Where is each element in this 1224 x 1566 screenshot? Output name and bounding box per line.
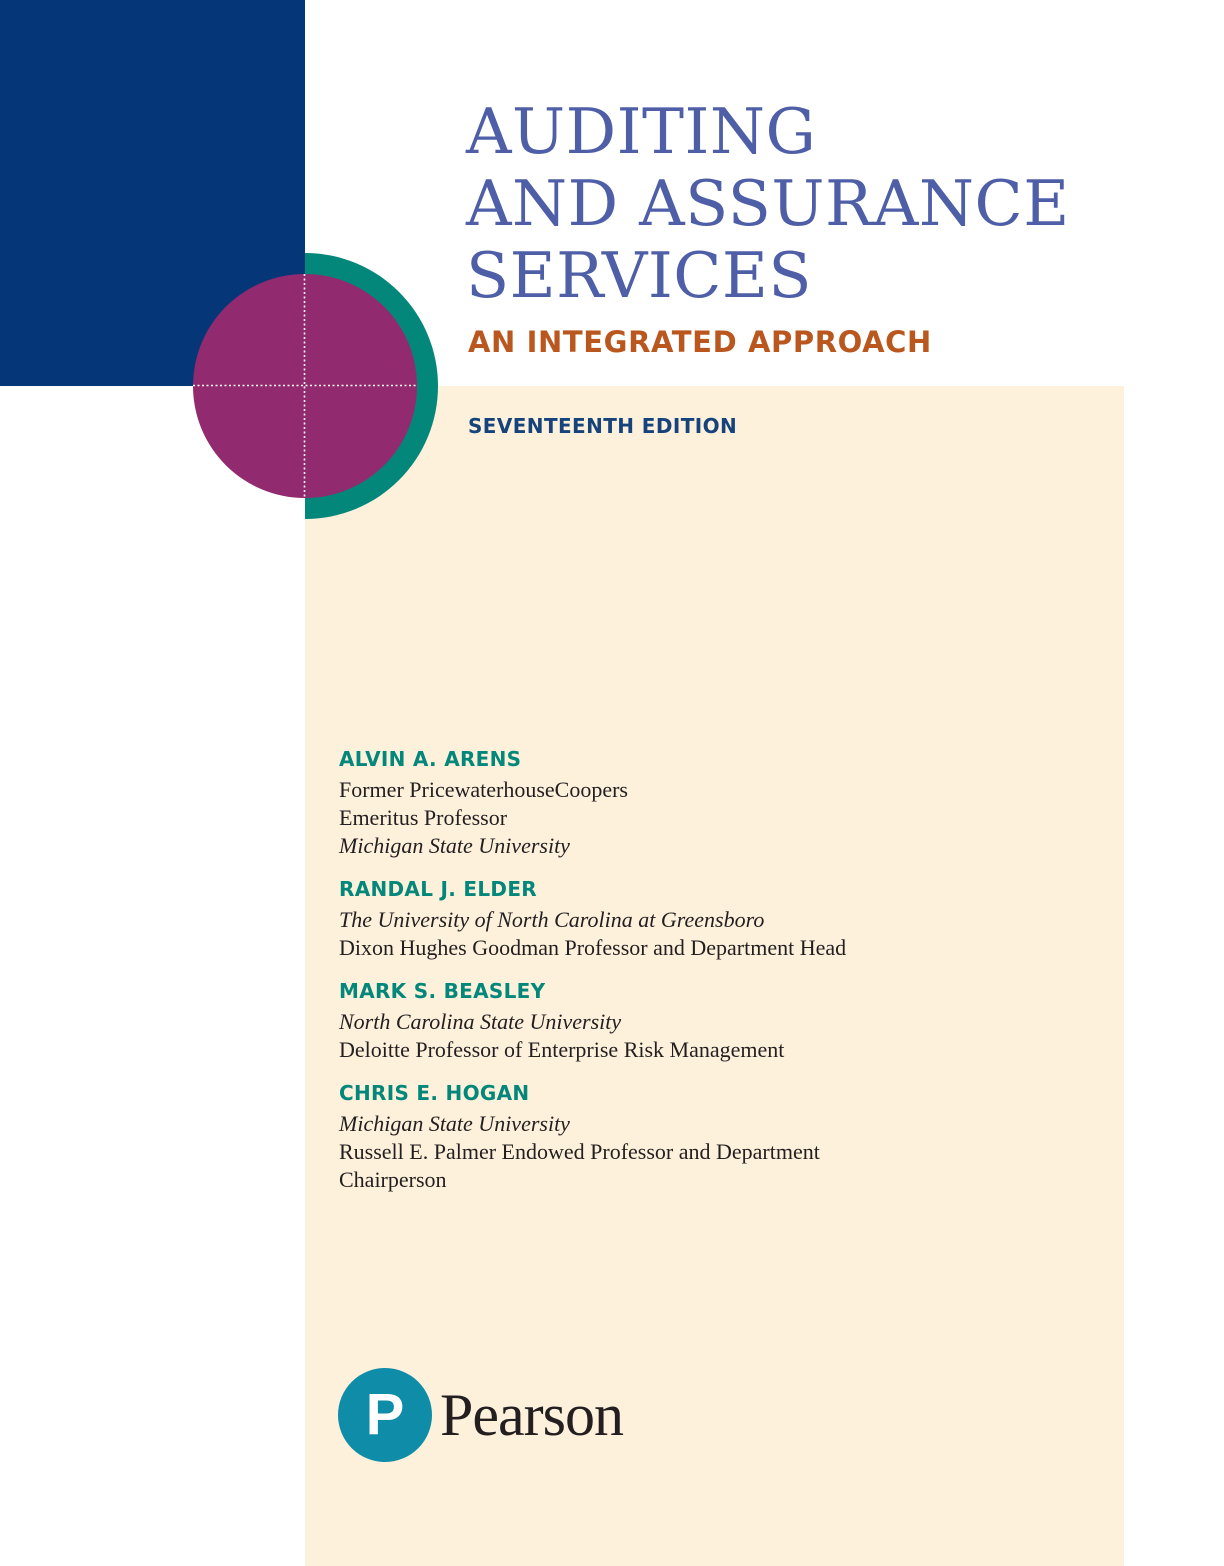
- author-affiliation: Emeritus Professor: [339, 805, 508, 830]
- author-name: ALVIN A. ARENS: [339, 747, 522, 771]
- emblem-cutout-bottom-left: [150, 386, 305, 532]
- author-list: [339, 742, 1099, 1206]
- author-affiliation: Dixon Hughes Goodman Professor and Department Head: [339, 935, 847, 960]
- pearson-mark-letter: P: [365, 1382, 405, 1447]
- author-entry: [339, 974, 1099, 1064]
- book-subtitle: AN INTEGRATED APPROACH: [468, 325, 932, 359]
- author-entry: [339, 1076, 1099, 1194]
- author-entry: [339, 742, 1099, 860]
- author-affiliation: Former PricewaterhouseCoopers: [339, 777, 628, 802]
- author-affiliation: Russell E. Palmer Endowed Professor and Department: [339, 1139, 820, 1164]
- author-affiliation: Michigan State University: [339, 1111, 570, 1136]
- cover-blue-block: [0, 0, 305, 386]
- publisher-logo: [338, 1368, 623, 1462]
- author-name: MARK S. BEASLEY: [339, 979, 546, 1003]
- author-affiliation: Michigan State University: [339, 833, 570, 858]
- author-name: CHRIS E. HOGAN: [339, 1081, 530, 1105]
- author-affiliation: Deloitte Professor of Enterprise Risk Management: [339, 1037, 785, 1062]
- pearson-p-logo-icon: [338, 1368, 432, 1462]
- author-affiliation: North Carolina State University: [339, 1009, 622, 1034]
- author-affiliation: The University of North Carolina at Greensboro: [339, 907, 765, 932]
- book-edition: SEVENTEENTH EDITION: [468, 414, 738, 438]
- book-title-line-1: AUDITING: [466, 95, 817, 168]
- book-title: [466, 96, 1070, 312]
- publisher-wordmark: Pearson: [440, 1382, 623, 1448]
- author-name: RANDAL J. ELDER: [339, 877, 537, 901]
- book-title-line-3: SERVICES: [466, 239, 813, 312]
- book-title-line-2: AND ASSURANCE: [466, 167, 1070, 240]
- author-affiliation: Chairperson: [339, 1167, 447, 1192]
- author-entry: [339, 872, 1099, 962]
